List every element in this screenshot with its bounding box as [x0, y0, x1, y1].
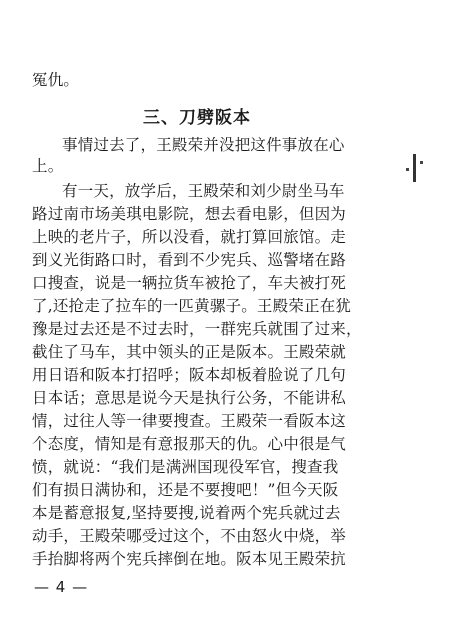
paragraph-line: 有一天，放学后，王殿荣和刘少尉坐马车 — [62, 182, 345, 200]
paragraph-line: 上。 — [32, 157, 64, 175]
paragraph-line: 截住了马车，其中领头的正是阪本。王殿荣就 — [32, 343, 347, 361]
page-number: — 4 — — [34, 578, 89, 596]
paragraph-line: 路过南市场美琪电影院，想去看电影，但因为 — [32, 205, 347, 223]
paragraph-line: 到义光街路口时，看到不少宪兵、巡警堵在路 — [32, 251, 347, 269]
paragraph-line: 日本话；意思是说今天是执行公务，不能讲私 — [32, 389, 347, 407]
paragraph-line: 愤，就说：“我们是满洲国现役军官，搜查我 — [32, 458, 339, 476]
paragraph-line: 们有损日满协和，还是不要搜吧！”但今天阪 — [32, 481, 339, 499]
paragraph-line: 上映的老片子，所以没看，就打算回旅馆。走 — [32, 228, 347, 246]
paragraph-line: 手抬脚将两个宪兵摔倒在地。阪本见王殿荣抗 — [32, 550, 347, 568]
paragraph-line: 口搜查，说是一辆拉货车被抢了，车夫被打死 — [32, 274, 347, 292]
paragraph-line: 了,还抢走了拉车的一匹黄骡子。王殿荣正在犹 — [32, 297, 352, 315]
paragraph-line: 个态度，情知是有意报那天的仇。心中很是气 — [32, 435, 347, 453]
paragraph-line: 用日语和阪本打招呼；阪本却板着脸说了几句 — [32, 366, 347, 384]
section-title: 三、刀劈阪本 — [143, 108, 251, 128]
paragraph-line: 豫是过去还是不过去时，一群宪兵就围了过来， — [32, 320, 362, 338]
paragraph-line: 情，过往人等一律要搜查。王殿荣一看阪本这 — [32, 412, 347, 430]
continuation-line: 冤仇。 — [32, 71, 80, 89]
margin-scan-mark — [406, 152, 424, 186]
paragraph-line: 动手，王殿荣哪受过这个，不由怒火中烧，举 — [32, 527, 347, 545]
paragraph-line: 本是蓄意报复,坚持要搜,说着两个宪兵就过去 — [32, 504, 341, 522]
paragraph-line: 事情过去了，王殿荣并没把这件事放在心 — [62, 136, 345, 154]
